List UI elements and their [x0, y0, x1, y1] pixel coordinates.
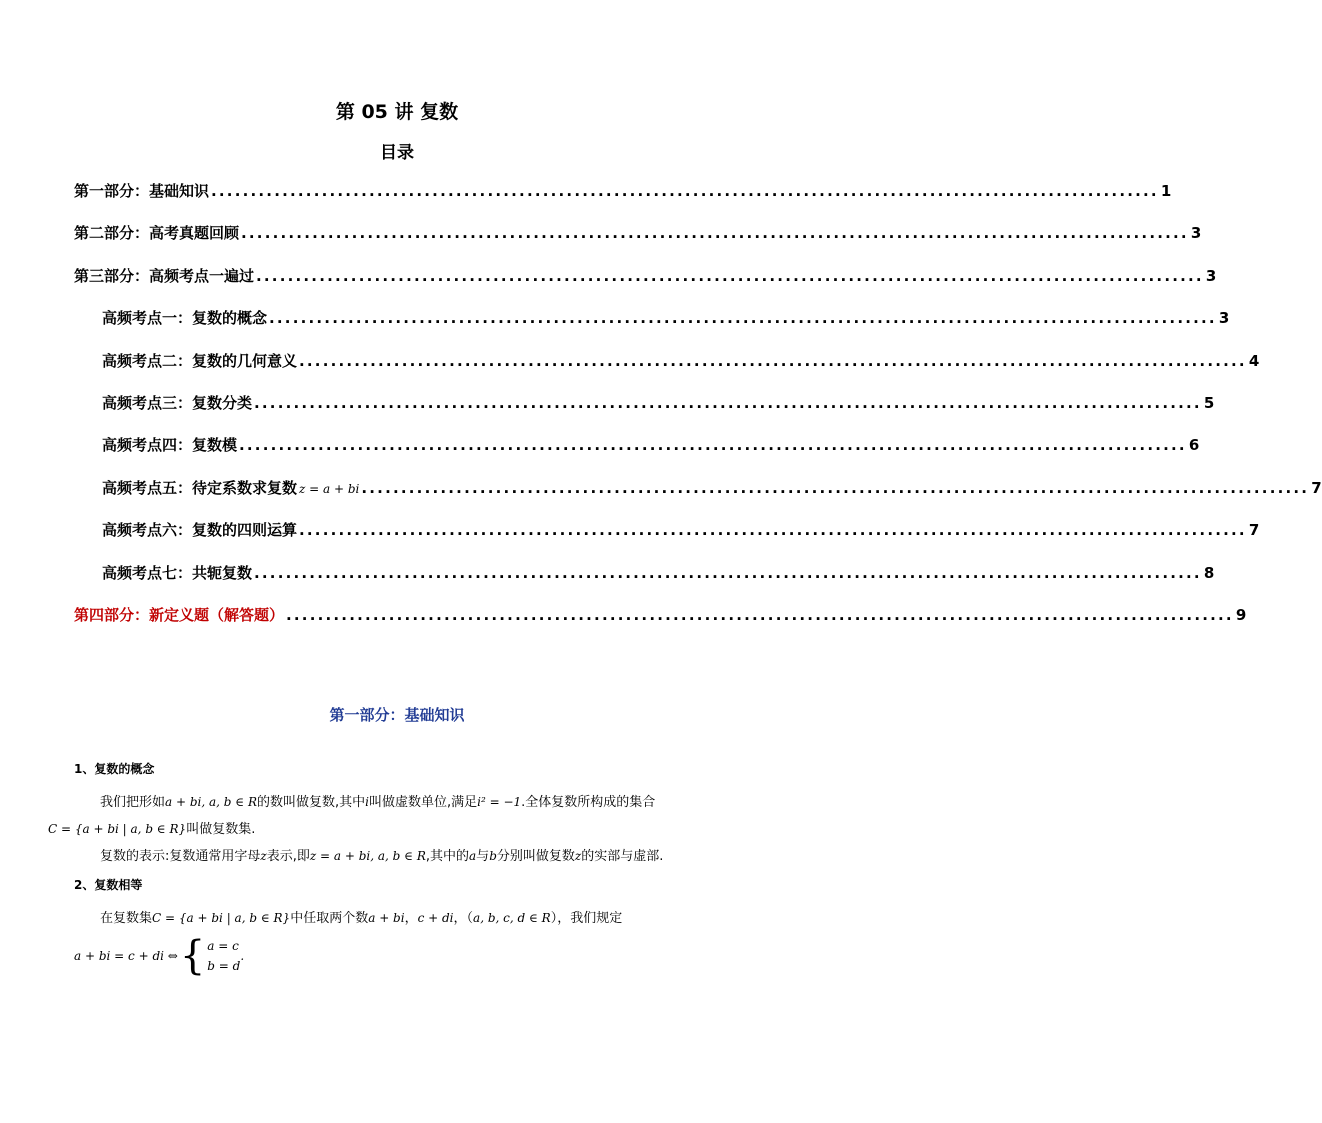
text: ， [404, 911, 418, 926]
toc-entry[interactable] [74, 350, 1260, 392]
text: 中任取两个数 [290, 911, 369, 926]
text: 与 [476, 849, 490, 864]
toc-entry[interactable] [74, 477, 1322, 519]
math: a [469, 849, 477, 863]
math: a + bi, a, b ∈ R [165, 795, 258, 809]
math: z = a + bi, a, b ∈ R [309, 849, 426, 863]
toc-entry-label: 第四部分：新定义题（解答题） [74, 605, 285, 624]
text: 我们把形如 [100, 795, 166, 810]
text: 在复数集 [100, 911, 153, 926]
text: 叫做复数集. [186, 822, 256, 837]
toc-entry-math: z = a + bi [299, 481, 360, 496]
text: ,其中的 [425, 849, 470, 864]
math: b [489, 849, 497, 863]
equation-end: . [240, 949, 245, 963]
toc-entry-label: 高频考点七：共轭复数 [102, 563, 253, 582]
toc-leader-dots: ........................................................................................................................ [269, 309, 1217, 328]
math: c + di [417, 911, 454, 925]
toc-entry-label: 高频考点一：复数的概念 [102, 309, 268, 328]
toc-leader-dots: ........................................................................................................................ [256, 266, 1204, 285]
text: .全体复数所构成的集合 [521, 795, 656, 810]
toc-leader-dots: ........................................................................................................................ [361, 478, 1310, 497]
paragraph [48, 789, 722, 843]
text: ，（ [453, 911, 474, 926]
toc-entry-label: 第一部分：基础知识 [74, 182, 210, 200]
text: ），我们规定 [550, 911, 623, 926]
paragraph [74, 843, 722, 870]
text: 分别叫做复数 [496, 849, 575, 864]
toc-entry-label: 高频考点四：复数模 [102, 436, 238, 455]
text: 的实部与虚部. [581, 849, 664, 864]
item-heading: 1、复数的概念 [74, 762, 155, 776]
toc-page-number: 5 [1203, 393, 1215, 412]
math: a, b, c, d ∈ R [473, 911, 551, 925]
toc-leader-dots: ........................................................................................................................ [254, 393, 1202, 412]
math: i [365, 795, 369, 809]
toc-entry[interactable] [74, 307, 1230, 349]
toc-entry[interactable] [74, 222, 1202, 264]
toc-leader-dots: ........................................................................................................................ [299, 351, 1247, 370]
text: 叫做虚数单位,满足 [369, 795, 478, 810]
system [207, 936, 240, 976]
text: 表示,即 [266, 849, 310, 864]
text: 的数叫做复数,其中 [257, 795, 366, 810]
math: a + bi [368, 911, 405, 925]
toc-page-number: 7 [1248, 521, 1260, 540]
toc-page-number: 7 [1311, 478, 1322, 497]
toc-page-number: 3 [1218, 309, 1230, 328]
toc-page-number: 6 [1188, 436, 1200, 455]
toc-entry-label: 第二部分：高考真题回顾 [74, 224, 240, 243]
toc-entry[interactable] [74, 392, 1215, 434]
toc-entry[interactable] [74, 519, 1260, 561]
equation-left: a + bi = c + di ⇔ [74, 949, 178, 963]
table-of-contents [74, 180, 1322, 646]
toc-leader-dots: ........................................................................................................................ [239, 436, 1187, 455]
toc-entry-label: 第三部分：高频考点一遍过 [74, 266, 255, 285]
toc-leader-dots: ........................................................................................................................ [286, 605, 1234, 624]
equation-row: a = c [207, 939, 239, 953]
toc-entry[interactable] [74, 180, 1172, 222]
toc-entry-label: 高频考点六：复数的四则运算 [102, 521, 298, 540]
document-title: 第 05 讲 复数 [335, 101, 459, 123]
brace-symbol: { [179, 933, 206, 979]
section-body [48, 760, 722, 979]
toc-entry-label: 高频考点三：复数分类 [102, 393, 253, 412]
math: z [574, 849, 582, 863]
toc-entry[interactable] [74, 604, 1247, 646]
toc-page-number: 3 [1205, 266, 1217, 285]
toc-entry[interactable] [74, 434, 1200, 476]
toc-leader-dots: ........................................................................................................................ [241, 224, 1189, 243]
toc-leader-dots: ........................................................................................................................ [299, 521, 1247, 540]
equation-row: b = d [207, 959, 241, 973]
toc-entry-label: 高频考点五：待定系数求复数 [102, 478, 298, 497]
math: z [260, 849, 267, 863]
toc-page-number: 1 [1160, 182, 1172, 200]
toc-entry[interactable] [74, 265, 1217, 307]
equation-system [74, 933, 722, 979]
math: C = {a + bi | a, b ∈ R} [48, 822, 187, 836]
toc-page-number: 4 [1248, 351, 1260, 370]
toc-entry-label: 高频考点二：复数的几何意义 [102, 351, 298, 370]
toc-heading: 目录 [380, 143, 414, 163]
toc-entry[interactable] [74, 562, 1215, 604]
text: 复数的表示:复数通常用字母 [100, 849, 261, 864]
toc-page-number: 8 [1203, 563, 1215, 582]
toc-page-number: 9 [1235, 605, 1247, 624]
paragraph [74, 905, 722, 932]
math: C = {a + bi | a, b ∈ R} [152, 911, 291, 925]
toc-page-number: 3 [1190, 224, 1202, 243]
toc-leader-dots: ........................................................................................................................ [254, 563, 1202, 582]
toc-leader-dots: ........................................................................................................................ [211, 182, 1159, 200]
math: i² = −1 [477, 795, 522, 809]
item-heading: 2、复数相等 [74, 878, 143, 892]
section-heading: 第一部分：基础知识 [329, 706, 465, 724]
